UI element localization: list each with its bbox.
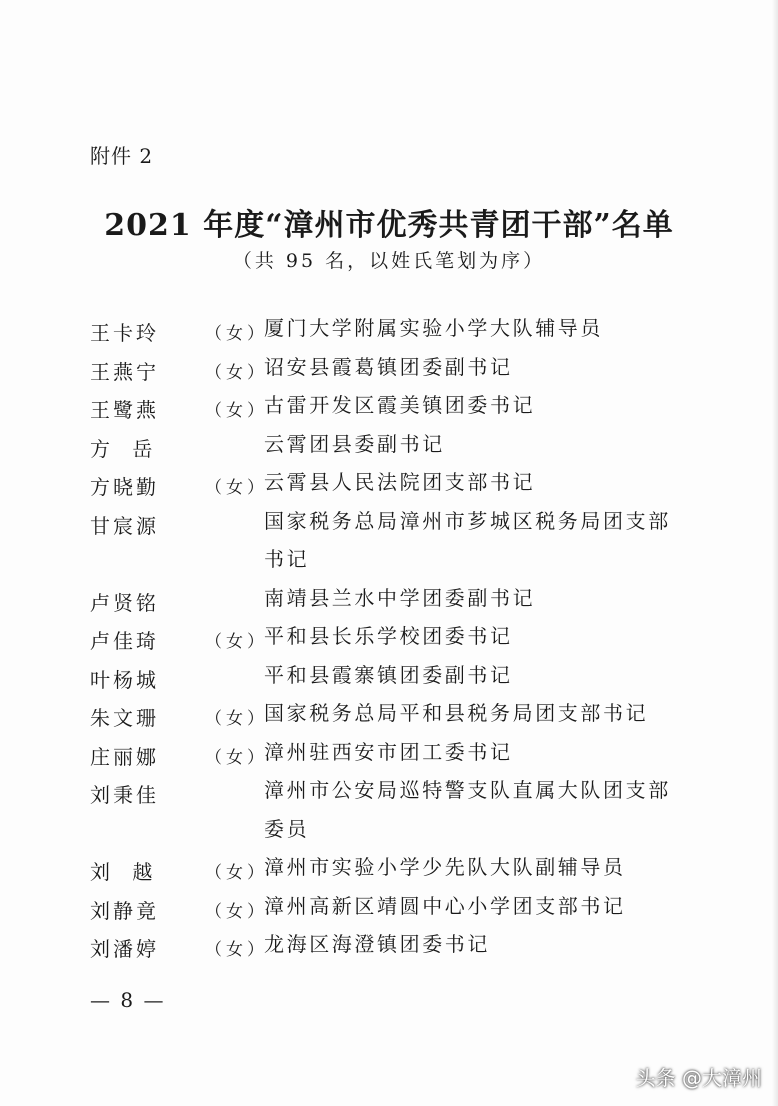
person-name: 方 岳 <box>90 436 161 461</box>
person-role: 漳州高新区靖圆中心小学团支部书记 <box>264 893 626 918</box>
person-name: 卢佳琦 <box>90 629 159 653</box>
person-role: 平和县长乐学校团委书记 <box>264 624 513 648</box>
person-name: 庄丽娜 <box>90 744 159 769</box>
person-role: 国家税务总局漳州市芗城区税务局团支部书记 <box>264 508 671 571</box>
attachment-label: 附件 2 <box>90 144 154 168</box>
person-name: 卢贤铭 <box>90 590 159 615</box>
gender-note: （女） <box>205 940 268 960</box>
person-name: 刘潘婷 <box>90 937 159 961</box>
person-role: 龙海区海澄镇团委书记 <box>264 932 490 956</box>
person-role: 云霄县人民法院团支部书记 <box>264 470 536 494</box>
person-name: 朱文珊 <box>90 706 159 730</box>
gender-note: （女） <box>205 901 268 922</box>
name-list <box>90 315 690 970</box>
gender-note: （女） <box>205 478 268 498</box>
document-subtitle: （共 95 名，以姓氏笔划为序） <box>232 250 546 272</box>
gender-note: （女） <box>205 362 268 383</box>
gender-note: （女） <box>205 709 268 729</box>
person-name: 刘 越 <box>90 860 161 884</box>
document-title: 2021 年度“漳州市优秀共青团干部”名单 <box>104 208 674 243</box>
person-role: 古雷开发区霞美镇团委书记 <box>264 393 536 417</box>
person-name: 刘静竟 <box>90 898 159 923</box>
person-name: 王鹭燕 <box>90 398 159 422</box>
person-role: 平和县霞寨镇团委副书记 <box>264 662 513 687</box>
gender-note: （女） <box>205 632 268 652</box>
source-watermark: 头条 @大漳州 <box>635 1066 762 1090</box>
list-item <box>90 931 690 970</box>
person-name: 叶杨城 <box>90 667 159 692</box>
person-role: 漳州市实验小学少先队大队副辅导员 <box>264 855 626 879</box>
gender-note: （女） <box>205 863 268 883</box>
gender-note: （女） <box>205 747 268 768</box>
person-name: 王燕宁 <box>90 359 159 384</box>
list-item <box>90 508 690 585</box>
list-item <box>90 777 690 854</box>
page-number: — 8 — <box>90 988 166 1012</box>
person-role: 诏安县霞葛镇团委副书记 <box>264 354 513 379</box>
person-role: 云霄团县委副书记 <box>264 431 445 456</box>
person-role: 南靖县兰水中学团委副书记 <box>264 585 536 610</box>
person-name: 甘宸源 <box>90 513 159 538</box>
person-role: 厦门大学附属实验小学大队辅导员 <box>264 316 603 340</box>
person-role: 漳州驻西安市团工委书记 <box>264 739 513 764</box>
person-name: 方晓勤 <box>90 475 159 499</box>
person-name: 王卡玲 <box>90 321 159 345</box>
scan-edge-shadow <box>772 0 778 1106</box>
person-name: 刘秉佳 <box>90 783 159 807</box>
gender-note: （女） <box>205 324 268 344</box>
person-role: 国家税务总局平和县税务局团支部书记 <box>264 701 649 725</box>
person-role: 漳州市公安局巡特警支队直属大队团支部委员 <box>264 778 671 841</box>
gender-note: （女） <box>205 401 268 421</box>
